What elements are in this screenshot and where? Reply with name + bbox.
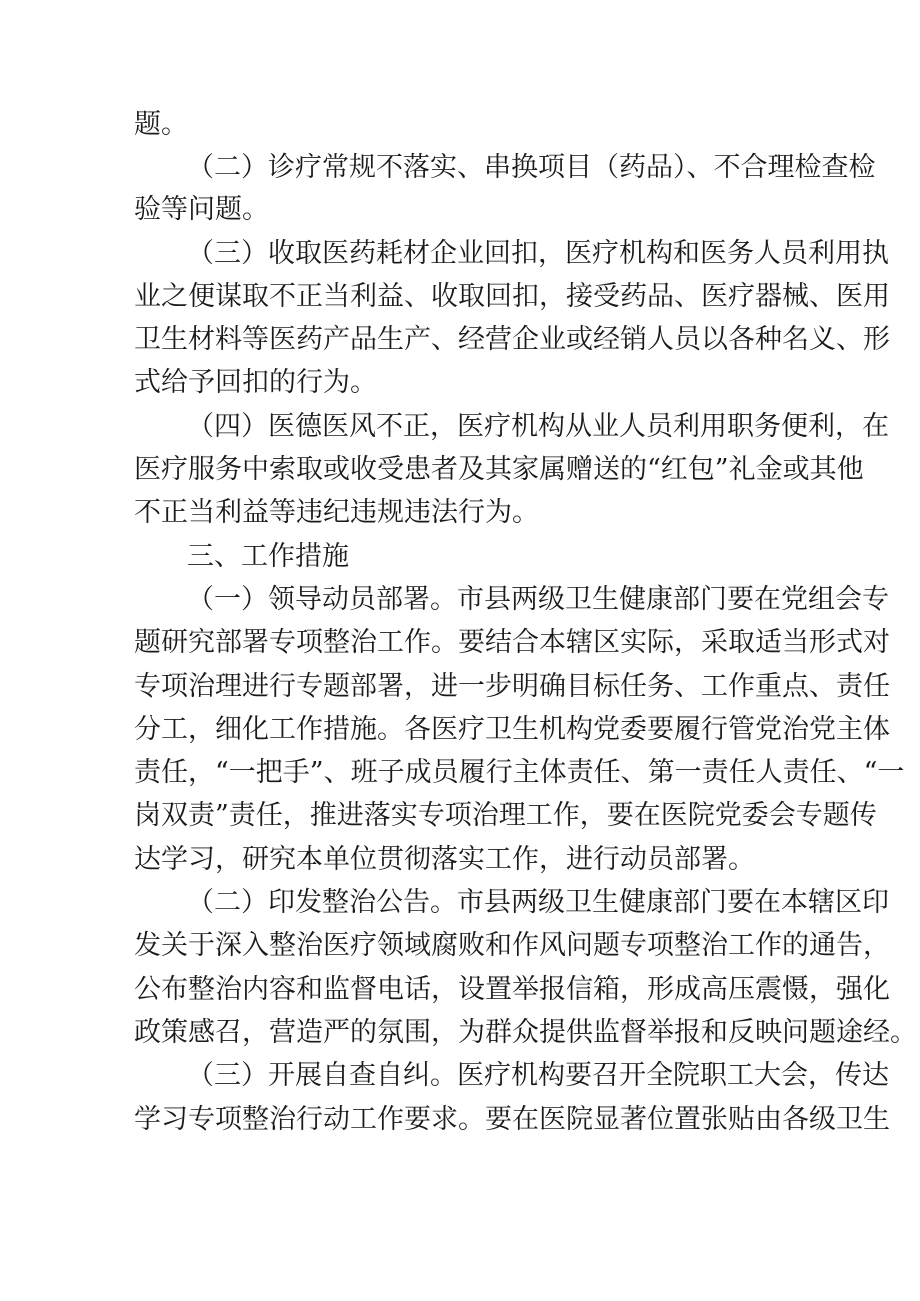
text-line: 卫生材料等医药产品生产、经营企业或经销人员以各种名义、形	[134, 324, 890, 355]
text-line: 专项治理进行专题部署，进一步明确目标任务、工作重点、责任	[134, 671, 890, 702]
text-line: 题研究部署专项整治工作。要结合本辖区实际，采取适当形式对	[134, 627, 890, 658]
text-line: 医疗服务中索取或收受患者及其家属赠送的“红包”礼金或其他	[134, 454, 864, 485]
text-line: 达学习，研究本单位贯彻落实工作，进行动员部署。	[134, 844, 755, 875]
text-line: 责任，“一把手”、班子成员履行主体责任、第一责任人责任、“一	[134, 757, 905, 788]
text-line: 学习专项整治行动工作要求。要在医院显著位置张贴由各级卫生	[134, 1104, 890, 1135]
text-line: （二）印发整治公告。市县两级卫生健康部门要在本辖区印	[187, 887, 889, 918]
text-line: 验等问题。	[134, 194, 269, 225]
text-line: 岗双责”责任，推进落实专项治理工作，要在医院党委会专题传	[134, 800, 877, 831]
text-line: （三）收取医药耗材企业回扣，医疗机构和医务人员利用执	[187, 238, 889, 269]
text-line: 发关于深入整治医疗领域腐败和作风问题专项整治工作的通告，	[134, 930, 890, 961]
text-line: 不正当利益等违纪违规违法行为。	[134, 497, 539, 528]
text-line: 公布整治内容和监督电话，设置举报信箱，形成高压震慑，强化	[134, 974, 890, 1005]
text-line: 业之便谋取不正当利益、收取回扣，接受药品、医疗器械、医用	[134, 281, 890, 312]
text-line: 题。	[134, 109, 188, 140]
text-line: 政策感召，营造严的氛围，为群众提供监督举报和反映问题途经。	[134, 1017, 917, 1048]
text-line: （二）诊疗常规不落实、串换项目（药品）、不合理检查检	[187, 152, 876, 183]
text-line: （四）医德医风不正，医疗机构从业人员利用职务便利，在	[187, 411, 889, 442]
section-heading: 三、工作措施	[187, 541, 349, 572]
text-line: 式给予回扣的行为。	[134, 367, 377, 398]
text-line: 分工，细化工作措施。各医疗卫生机构党委要履行管党治党主体	[134, 714, 890, 745]
text-line: （一）领导动员部署。市县两级卫生健康部门要在党组会专	[187, 584, 889, 615]
text-line: （三）开展自查自纠。医疗机构要召开全院职工大会，传达	[187, 1060, 889, 1091]
